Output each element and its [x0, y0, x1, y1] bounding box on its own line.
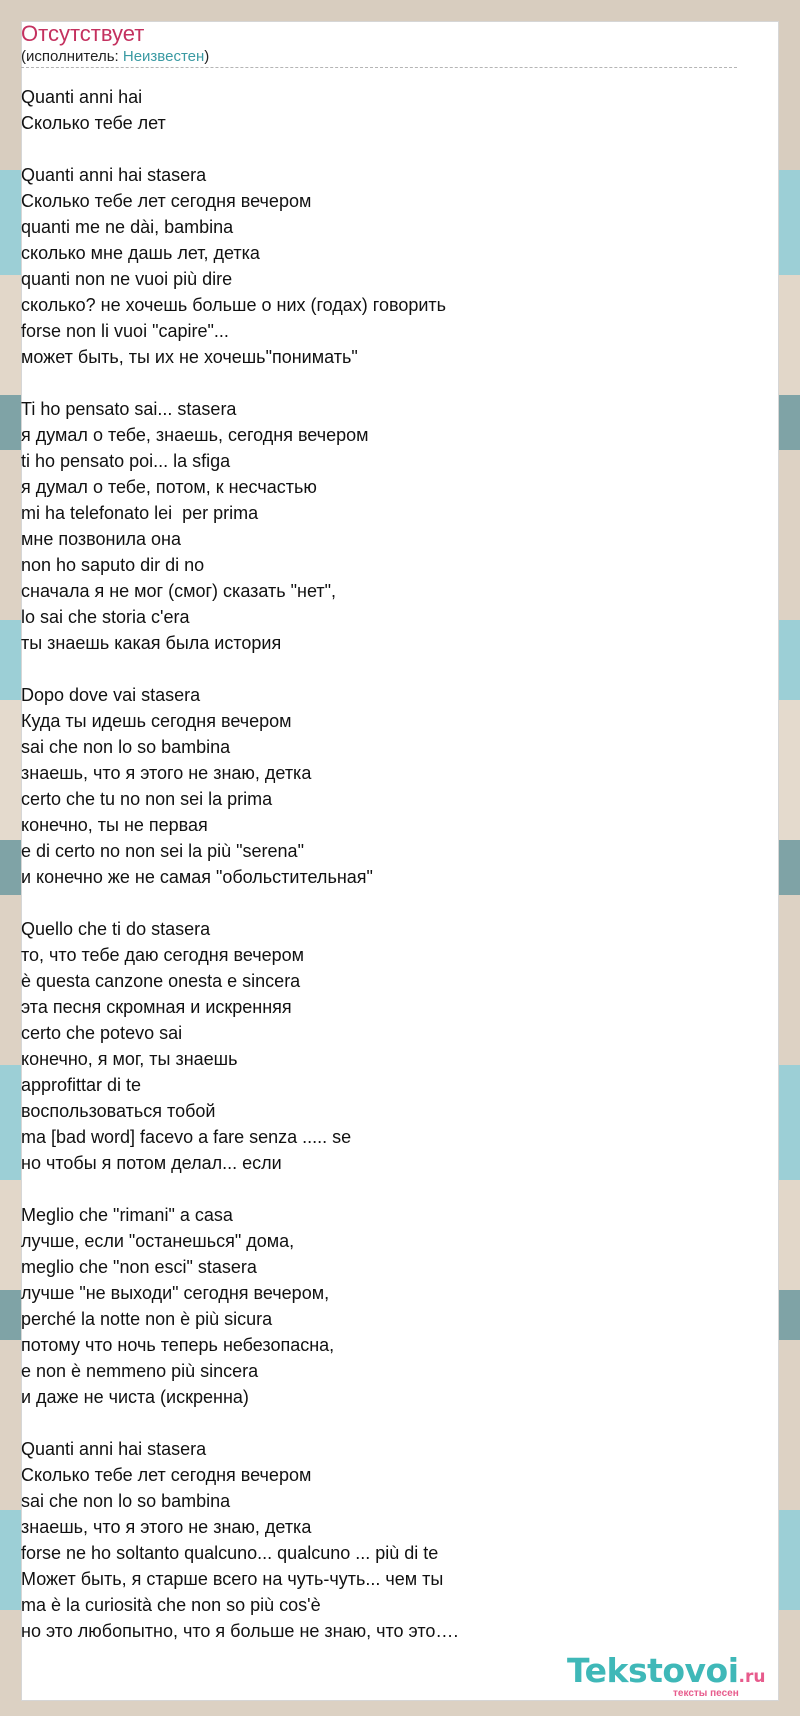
lyric-line: я думал о тебе, знаешь, сегодня вечером [21, 425, 369, 445]
lyric-line: Может быть, я старше всего на чуть-чуть... чем ты [21, 1569, 444, 1589]
artist-suffix: ) [204, 48, 210, 65]
lyric-line: ma è la curiosità che non so più cos'è [21, 1595, 321, 1615]
lyric-line: конечно, я мог, ты знаешь [21, 1049, 238, 1069]
lyric-line: потому что ночь теперь небезопасна, [21, 1335, 335, 1355]
lyric-line: конечно, ты не первая [21, 815, 208, 835]
lyric-line [21, 1176, 737, 1202]
artist-link[interactable]: Неизвестен [122, 48, 205, 65]
lyric-line: Ti ho pensato sai... stasera [21, 399, 237, 419]
lyric-line: certo che potevo sai [21, 1023, 183, 1043]
lyric-line [21, 370, 737, 396]
lyric-line: то, что тебе даю сегодня вечером [21, 945, 305, 965]
lyric-line [21, 890, 737, 916]
lyric-line [21, 656, 737, 682]
logo-tagline: тексты песен [673, 1688, 739, 1699]
lyric-line: Сколько тебе лет сегодня вечером [21, 1465, 312, 1485]
lyric-line: ti ho pensato poi... la sfiga [21, 451, 231, 471]
lyric-line: Meglio che "rimani" a casa [21, 1205, 233, 1225]
lyric-line: сколько мне дашь лет, детка [21, 243, 260, 263]
lyric-line: Сколько тебе лет сегодня вечером [21, 191, 312, 211]
lyric-line: e di certo no non sei la più "serena" [21, 841, 304, 861]
lyrics-text [21, 84, 737, 1644]
lyric-line: certo che tu no non sei la prima [21, 789, 273, 809]
lyric-line: Quanti anni hai [21, 87, 143, 107]
lyric-line: quanti me ne dài, bambina [21, 217, 234, 237]
lyric-line: но это любопытно, что я больше не знаю, что это…. [21, 1621, 459, 1641]
lyric-line: quanti non ne vuoi più dire [21, 269, 233, 289]
lyric-line: Quanti anni hai stasera [21, 165, 207, 185]
lyric-line: forse non li vuoi "capire"... [21, 321, 229, 341]
lyric-line: e non è nemmeno più sincera [21, 1361, 259, 1381]
lyric-line: но чтобы я потом делал... если [21, 1153, 282, 1173]
lyric-line: знаешь, что я этого не знаю, детка [21, 763, 312, 783]
lyric-line: approfittar di te [21, 1075, 142, 1095]
lyric-line: è questa canzone onesta e sincera [21, 971, 301, 991]
lyric-line: сначала я не мог (смог) сказать "нет", [21, 581, 336, 601]
song-title: Отсутствует [21, 21, 145, 46]
lyric-line: non ho saputo dir di no [21, 555, 205, 575]
lyric-line: ты знаешь какая была история [21, 633, 282, 653]
site-logo[interactable] [567, 1652, 782, 1702]
lyric-line [21, 1410, 737, 1436]
lyric-line: воспользоваться тобой [21, 1101, 216, 1121]
lyric-line: может быть, ты их не хочешь"понимать" [21, 347, 358, 367]
lyric-line: Quello che ti do stasera [21, 919, 211, 939]
lyric-line: mi ha telefonato lei per prima [21, 503, 259, 523]
logo-tld: .ru [738, 1667, 766, 1687]
lyric-line: sai che non lo so bambina [21, 737, 231, 757]
lyric-line: и даже не чиста (искренна) [21, 1387, 249, 1407]
lyric-line: я думал о тебе, потом, к несчастью [21, 477, 317, 497]
lyric-line: Куда ты идешь сегодня вечером [21, 711, 292, 731]
song-header [21, 20, 737, 68]
lyric-line: мне позвонила она [21, 529, 181, 549]
lyric-line: лучше "не выходи" сегодня вечером, [21, 1283, 330, 1303]
logo-brand: Tekstovoi [567, 1651, 739, 1690]
lyric-line: ma [bad word] facevo a fare senza ..... se [21, 1127, 352, 1147]
lyric-line [21, 136, 737, 162]
lyric-line: Сколько тебе лет [21, 113, 166, 133]
lyric-line: forse ne ho soltanto qualcuno... qualcuno ... più di te [21, 1543, 439, 1563]
lyric-line: sai che non lo so bambina [21, 1491, 231, 1511]
lyric-line: Quanti anni hai stasera [21, 1439, 207, 1459]
lyric-line: Dopo dove vai stasera [21, 685, 201, 705]
lyric-line: эта песня скромная и искренняя [21, 997, 292, 1017]
lyric-line: lo sai che storia c'era [21, 607, 190, 627]
lyric-line: лучше, если "останешься" дома, [21, 1231, 295, 1251]
lyric-line: и конечно же не самая "обольстительная" [21, 867, 373, 887]
lyric-line: знаешь, что я этого не знаю, детка [21, 1517, 312, 1537]
artist-line [21, 48, 737, 66]
lyric-line: сколько? не хочешь больше о них (годах) говорить [21, 295, 447, 315]
artist-prefix: (исполнитель: [21, 48, 123, 65]
lyric-line: meglio che "non esci" stasera [21, 1257, 257, 1277]
lyric-line: perché la notte non è più sicura [21, 1309, 273, 1329]
